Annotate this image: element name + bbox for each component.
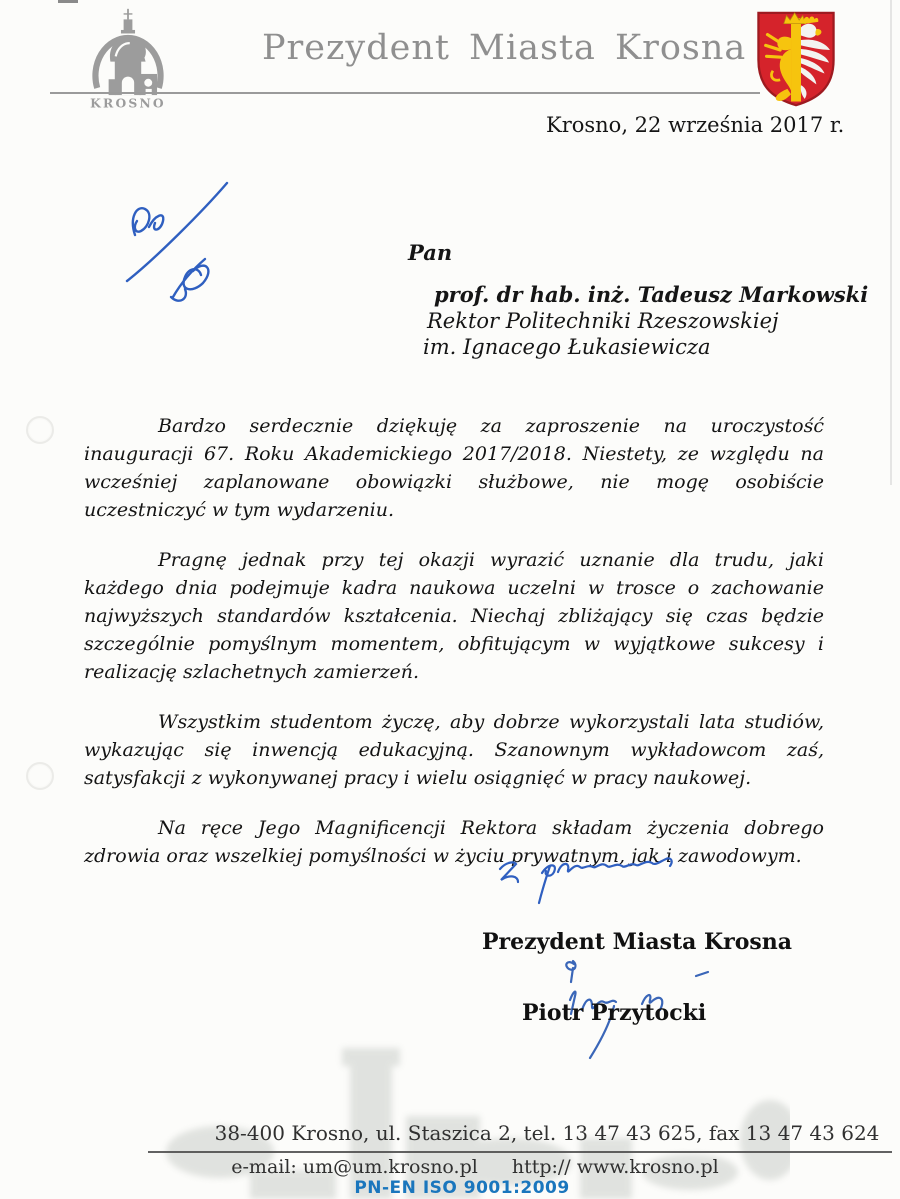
date-line: Krosno, 22 września 2017 r. <box>546 113 845 137</box>
header-rule <box>50 92 760 94</box>
footer-address-line: 38-400 Krosno, ul. Staszica 2, tel. 13 47 43 625, fax 13 47 43 624 <box>214 1121 880 1145</box>
footer-rule <box>148 1151 892 1153</box>
krosno-tower-logo <box>84 6 172 112</box>
signer-name: Piotr Przytocki <box>522 1000 707 1026</box>
footer-email: e-mail: um@um.krosno.pl <box>231 1156 478 1178</box>
punch-hole-bottom <box>26 762 54 790</box>
paragraph-3: Wszystkim studentom życzę, aby dobrze wykorzystali lata studiów, wykazując się inwencją edukacyjną. Szanownym wykładowcom zaś, satysfakcji z wykonywanej pracy i wielu osiągnięć w pracy naukowej. <box>84 711 824 789</box>
scan-artifact-top <box>58 0 78 3</box>
paragraph-1: Bardzo serdecznie dziękuję za zaproszenie na uroczystość inauguracji 67. Roku Akademickiego 2017/2018. Niestety, ze względu na wcześniej zaplanowane obowiązki służbowe, nie mogę osobiście uczestniczyć w tym wydarzeniu. <box>84 415 824 521</box>
footer-contact-line <box>100 1156 850 1178</box>
signer-title: Prezydent Miasta Krosna <box>482 929 793 955</box>
addressee-salutation: Pan <box>408 240 453 265</box>
footer-iso-certification: PN-EN ISO 9001:2009 <box>354 1178 570 1198</box>
logo-caption: KROSNO <box>90 95 166 111</box>
letter-body <box>84 412 824 892</box>
krosno-coat-of-arms <box>753 9 839 109</box>
footer-website: http:// www.krosno.pl <box>511 1156 719 1178</box>
addressee-institution: im. Ignacego Łukasiewicza <box>423 335 711 359</box>
paragraph-2: Pragnę jednak przy tej okazji wyrazić uznanie dla trudu, jaki każdego dnia podejmuje kadra naukowa uczelni w trosce o zachowanie najwyższych standardów kształcenia. Niechaj zbliżający się czas będzie szczególnie pomyślnym momentem, obfitującym w wyjątkowe sukcesy i realizację szlachetnych zamierzeń. <box>84 549 824 683</box>
punch-hole-top <box>26 416 54 444</box>
addressee-name: prof. dr hab. inż. Tadeusz Markowski <box>434 282 869 307</box>
pen-initials-scribble <box>115 175 275 305</box>
paragraph-4: Na ręce Jego Magnificencji Rektora składam życzenia dobrego zdrowia oraz wszelkiej pomyślności w życiu prywatnym, jak i zawodowym. <box>84 817 824 867</box>
addressee-role: Rektor Politechniki Rzeszowskiej <box>427 309 779 333</box>
addressee-block <box>408 240 868 360</box>
scan-artifact-right-edge <box>890 0 892 485</box>
gold-pale <box>791 18 801 101</box>
handwritten-closing <box>480 845 695 911</box>
handwritten-closing-strokes <box>480 845 695 911</box>
letterhead-title: Prezydent Miasta Krosna <box>262 28 747 68</box>
logo-window-round <box>144 79 152 87</box>
